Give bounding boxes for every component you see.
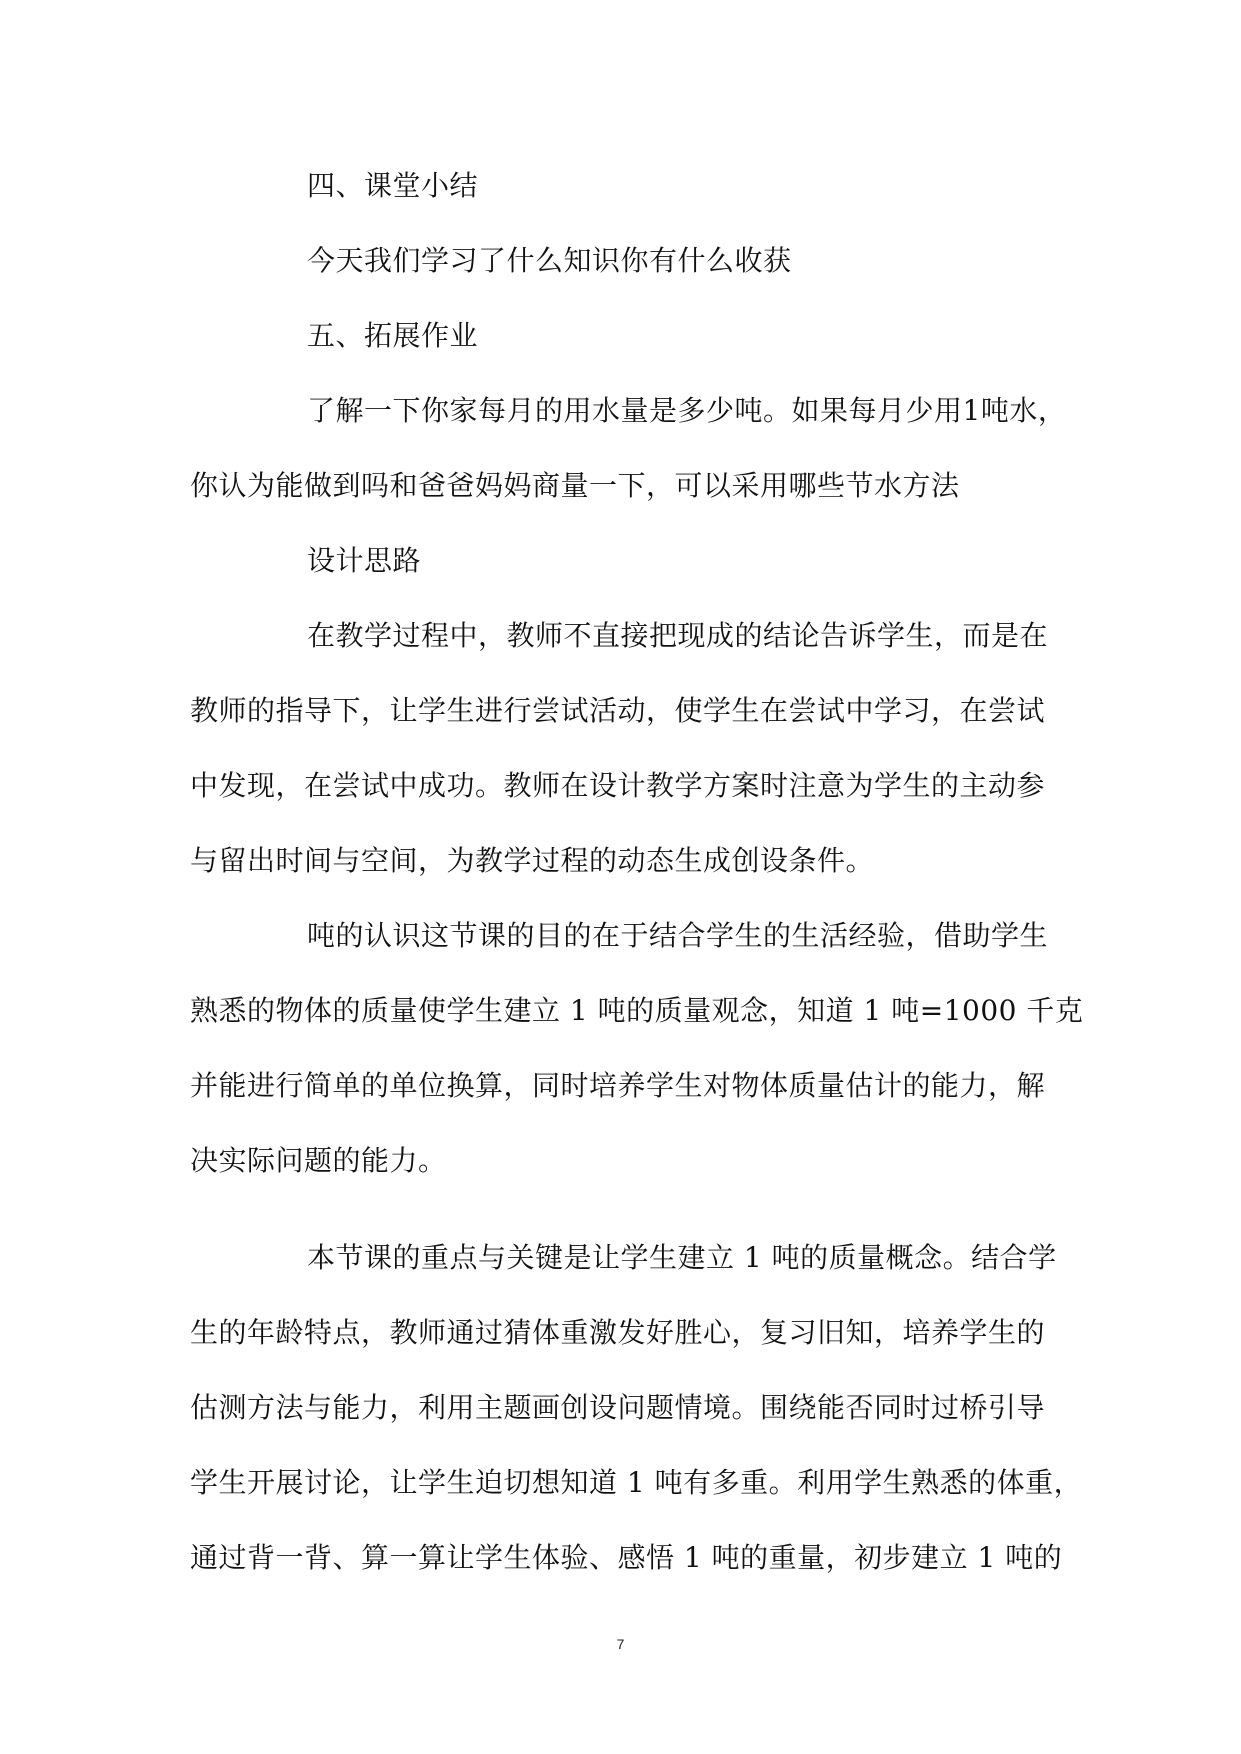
page-number: 7 <box>616 1636 625 1652</box>
summary-text: 今天我们学习了什么知识你有什么收获 <box>307 244 792 277</box>
paragraph-line: 与留出时间与空间，为教学过程的动态生成创设条件。 <box>190 844 875 877</box>
document-body <box>190 148 1084 1595</box>
paragraph-line: 在教学过程中，教师不直接把现成的结论告诉学生，而是在 <box>307 619 1049 652</box>
paragraph-line: 并能进行简单的单位换算，同时培养学生对物体质量估计的能力，解 <box>190 1069 1046 1102</box>
paragraph-line: 估测方法与能力，利用主题画创设问题情境。围绕能否同时过桥引导 <box>190 1391 1046 1424</box>
paragraph-line: 吨的认识这节课的目的在于结合学生的生活经验，借助学生 <box>307 919 1049 952</box>
homework-line-2: 你认为能做到吗和爸爸妈妈商量一下，可以采用哪些节水方法 <box>190 469 960 502</box>
paragraph-gap <box>190 1198 1050 1220</box>
section-heading-design: 设计思路 <box>307 544 422 577</box>
section-heading-summary: 四、课堂小结 <box>307 169 479 202</box>
homework-line-1: 了解一下你家每月的用水量是多少吨。如果每月少用1吨水， <box>307 394 1067 427</box>
paragraph-line: 熟悉的物体的质量使学生建立 1 吨的质量观念，知道 1 吨=1000 千克 <box>190 994 1084 1027</box>
paragraph-line: 教师的指导下，让学生进行尝试活动，使学生在尝试中学习，在尝试 <box>190 694 1046 727</box>
paragraph-line: 生的年龄特点，教师通过猜体重激发好胜心，复习旧知，培养学生的 <box>190 1316 1046 1349</box>
paragraph-line: 决实际问题的能力。 <box>190 1144 447 1177</box>
paragraph-line: 学生开展讨论，让学生迫切想知道 1 吨有多重。利用学生熟悉的体重， <box>190 1466 1083 1499</box>
paragraph-line: 通过背一背、算一算让学生体验、感悟 1 吨的重量，初步建立 1 吨的 <box>190 1541 1063 1574</box>
paragraph-line: 中发现，在尝试中成功。教师在设计教学方案时注意为学生的主动参 <box>190 769 1046 802</box>
paragraph-line: 本节课的重点与关键是让学生建立 1 吨的质量概念。结合学 <box>307 1241 1057 1274</box>
section-heading-homework: 五、拓展作业 <box>307 319 479 352</box>
